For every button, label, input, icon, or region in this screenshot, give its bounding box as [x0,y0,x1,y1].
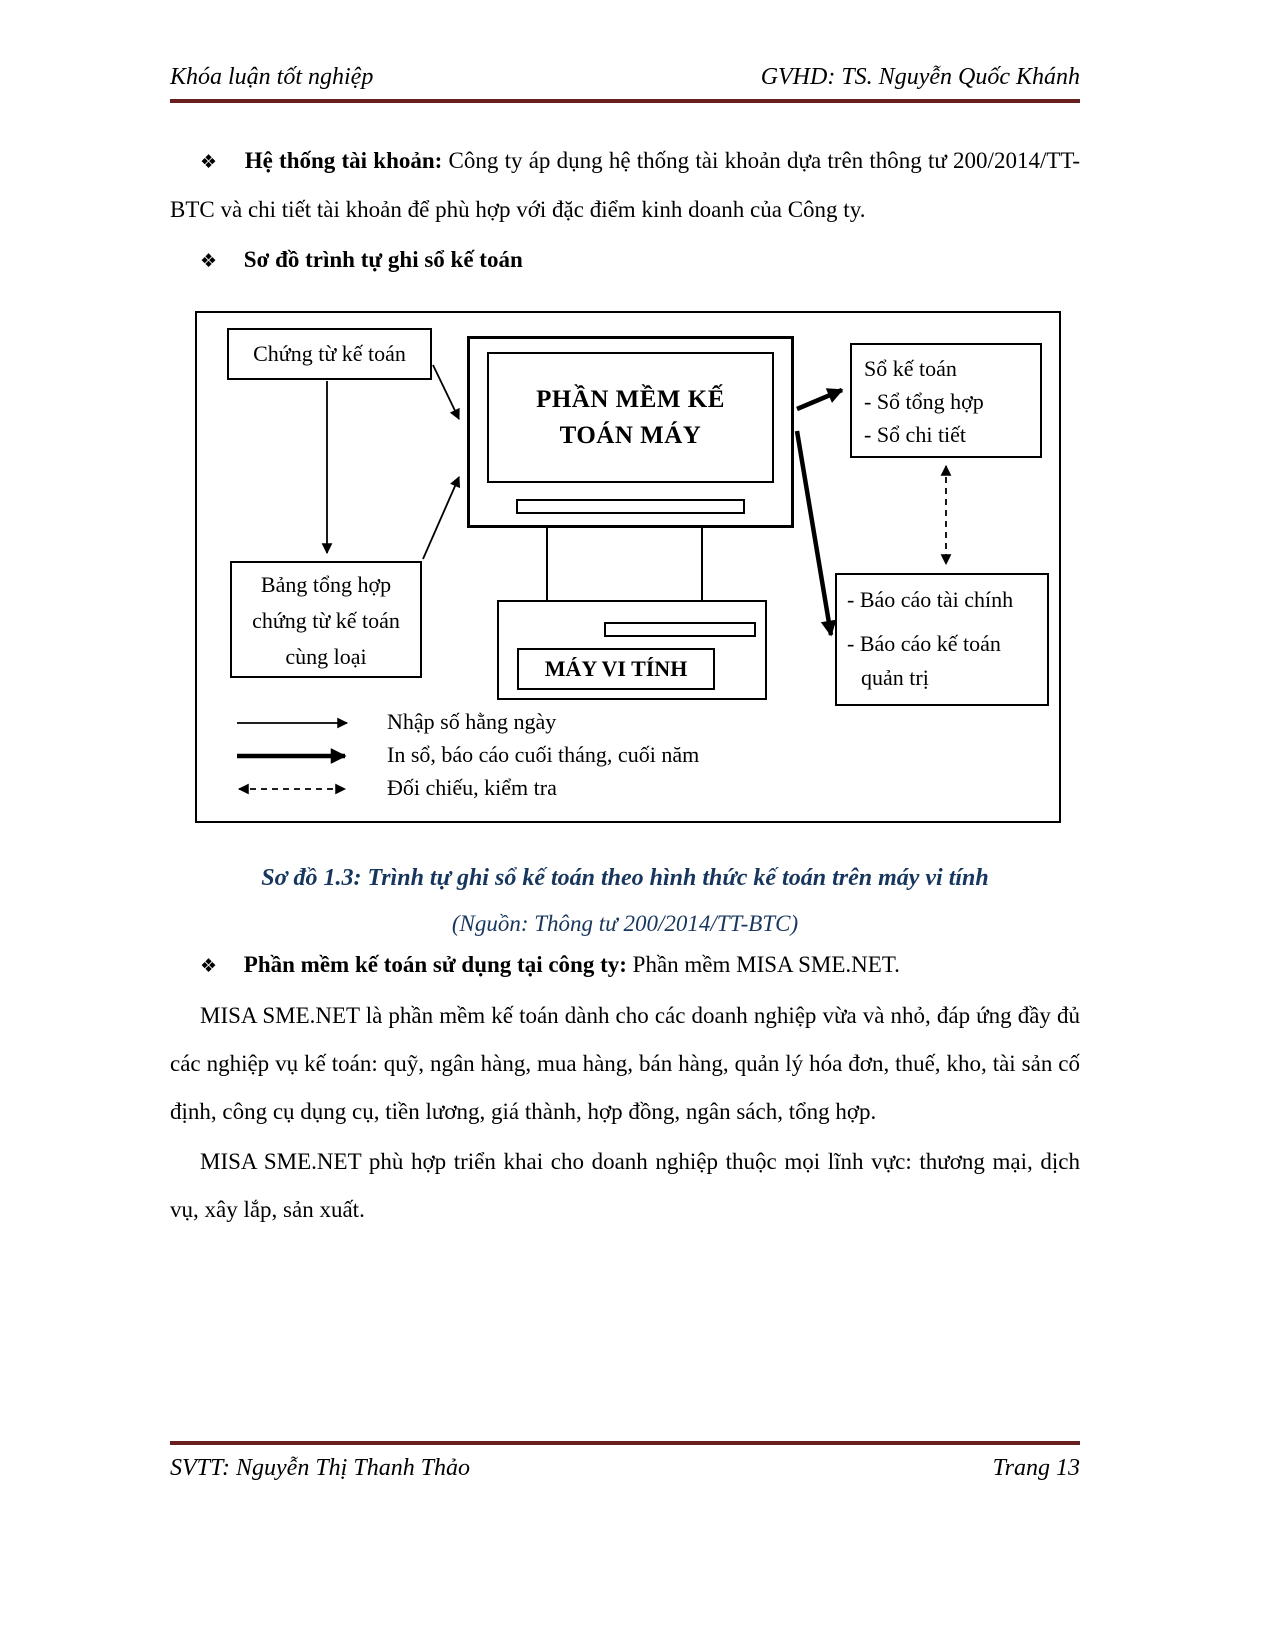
bullet1-text: Công ty áp dụng hệ thống tài khoản dựa trên thông tư 200/2014/TT-BTC và chi tiết tài khoản để phù hợp với đặc điểm kinh doanh của Công ty. [170,148,1080,222]
box-bang-tong-hop [230,561,422,678]
box-phan-mem-ke-toan-may [487,352,774,483]
bullet2-label: Sơ đồ trình tự ghi sổ kế toán [243,247,523,272]
paragraph-phan-mem-heading [170,941,1080,990]
page-footer [170,1441,1080,1482]
box-chung-tu-ke-toan [227,328,432,380]
bang-tong-hop-line3: cùng loại [285,644,367,669]
box-bao-cao [835,573,1049,706]
bullet3-label: Phần mềm kế toán sử dụng tại công ty: [243,952,627,977]
bullet3-text: Phần mềm MISA SME.NET. [626,952,900,977]
bullet1-label: Hệ thống tài khoản: [244,148,443,173]
header-left-title: Khóa luận tốt nghiệp [170,64,374,90]
so-ke-toan-line3: - Sổ chi tiết [864,422,967,447]
paragraph-misa-description: MISA SME.NET là phần mềm kế toán dành cho các doanh nghiệp vừa và nhỏ, đáp ứng đầy đủ các nghiệp vụ kế toán: quỹ, ngân hàng, mua hàng, bán hàng, quản lý hóa đơn, thuế, kho, tài sản cố định, công cụ dụng cụ, tiền lương, giá thành, hợp đồng, ngân sách, tổng hợp. [170,1003,1080,1124]
page-header [170,0,1080,103]
so-ke-toan-line1: Sổ kế toán [864,356,957,381]
figure-caption: Sơ đồ 1.3: Trình tự ghi sổ kế toán theo hình thức kế toán trên máy vi tính [261,865,989,891]
arrow-phanmem-to-baocao [797,431,831,635]
monitor-slot-shape [516,499,745,514]
legend-label-in-so: In sổ, báo cáo cuối tháng, cuối năm [387,742,700,767]
box-may-vi-tinh [517,648,715,690]
computer-case-shape [497,600,767,700]
figure-source: (Nguồn: Thông tư 200/2014/TT-BTC) [451,911,799,936]
bullet-diamond-icon: ❖ [200,151,218,173]
paragraph-he-thong-tai-khoan [170,137,1080,234]
accounting-flow-diagram [195,311,1061,823]
paragraph-so-do-heading [170,236,1080,285]
computer-monitor-shape [467,336,794,528]
paragraph-misa-fields: MISA SME.NET phù hợp triển khai cho doanh nghiệp thuộc mọi lĩnh vực: thương mại, dịch vụ, xây lắp, sản xuất. [170,1149,1080,1222]
bao-cao-line1: - Báo cáo tài chính [847,587,1014,612]
bang-tong-hop-line2: chứng từ kế toán [252,608,400,633]
footer-right-page-number: Trang 13 [992,1455,1080,1481]
bang-tong-hop-line1: Bảng tổng hợp [260,572,392,597]
header-right-advisor: GVHD: TS. Nguyễn Quốc Khánh [760,64,1080,90]
software-label-line2: TOÁN MÁY [559,421,702,449]
bullet-diamond-icon: ❖ [200,955,218,977]
footer-left-student: SVTT: Nguyễn Thị Thanh Thảo [170,1455,471,1481]
arrow-chungtu-to-phanmem [433,365,459,419]
legend-label-nhap-so: Nhập số hằng ngày [387,709,557,734]
bao-cao-line2: - Báo cáo kế toán [847,631,1001,656]
case-slot-shape [604,622,756,637]
bao-cao-line3: quản trị [861,665,929,690]
may-vi-tinh-label: MÁY VI TÍNH [544,656,688,681]
so-ke-toan-line2: - Sổ tổng hợp [864,389,984,414]
box-chung-tu-label: Chứng từ kế toán [253,341,406,366]
software-label-line1: PHẦN MỀM KẾ [536,385,725,413]
arrow-phanmem-to-soketoan [797,390,842,409]
arrow-bangtonghop-to-phanmem [423,477,459,559]
legend-label-doi-chieu: Đối chiếu, kiểm tra [387,775,557,800]
box-so-ke-toan [850,343,1042,458]
bullet-diamond-icon: ❖ [200,250,218,272]
